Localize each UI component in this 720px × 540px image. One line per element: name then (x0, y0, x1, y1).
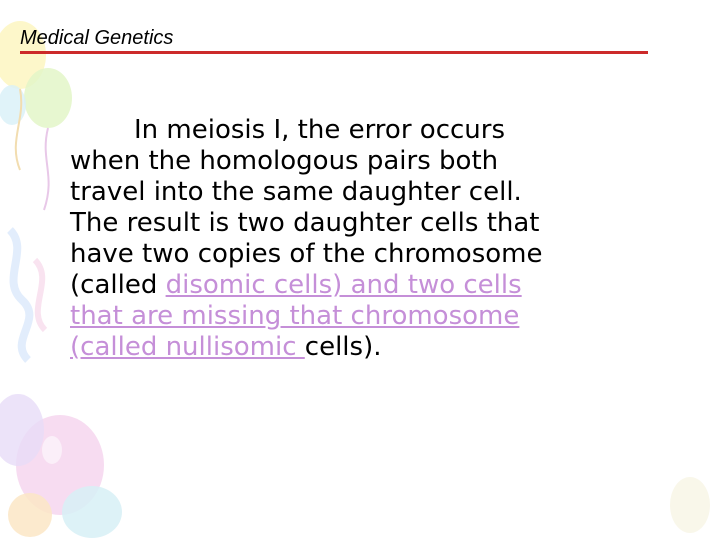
nullisomic-link[interactable]: (called nullisomic (70, 332, 305, 362)
body-line (70, 177, 670, 208)
body-line-text: In meiosis I, the error occurs (134, 115, 505, 145)
body-line (70, 270, 670, 301)
body-line (70, 332, 670, 363)
body-line (70, 208, 670, 239)
body-line-text: have two copies of the chromosome (70, 239, 543, 269)
body-line (70, 146, 670, 177)
body-line-text: cells). (304, 332, 382, 362)
body-line (70, 301, 670, 332)
body-line (70, 239, 670, 270)
disomic-cells-link[interactable]: disomic cells) and two cells (165, 270, 522, 300)
body-line-text: The result is two daughter cells that (70, 208, 540, 238)
body-line-text: travel into the same daughter cell. (70, 177, 522, 207)
missing-chromosome-link[interactable]: that are missing that chromosome (70, 301, 520, 331)
body-line (70, 115, 670, 146)
body-line-text: when the homologous pairs both (70, 146, 499, 176)
slide-body-text (70, 115, 670, 363)
header-divider (20, 51, 648, 54)
slide-header-title: Medical Genetics (20, 27, 174, 49)
body-line-text: (called (70, 270, 166, 300)
